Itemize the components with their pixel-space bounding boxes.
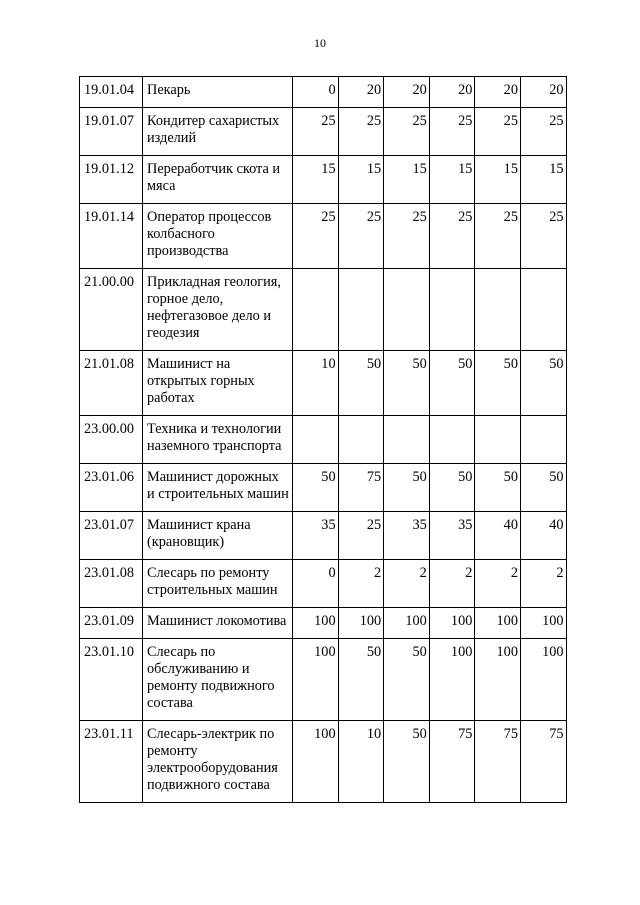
value-cell: 25 (338, 204, 384, 269)
profession-name-cell: Прикладная геология, горное дело, нефтегазовое дело и геодезия (143, 269, 293, 351)
profession-name-cell: Слесарь-электрик по ремонту электрооборудования подвижного состава (143, 721, 293, 803)
value-cell: 25 (338, 108, 384, 156)
profession-name-cell: Пекарь (143, 77, 293, 108)
value-cell: 50 (429, 351, 475, 416)
value-cell: 25 (384, 204, 430, 269)
value-cell: 25 (520, 204, 566, 269)
table-row (80, 351, 567, 416)
profession-code-cell: 23.00.00 (80, 416, 143, 464)
value-cell: 50 (384, 464, 430, 512)
table-row (80, 512, 567, 560)
value-cell: 50 (384, 721, 430, 803)
profession-code-cell: 19.01.12 (80, 156, 143, 204)
value-cell: 25 (475, 108, 521, 156)
value-cell (475, 269, 521, 351)
profession-name-cell: Кондитер сахаристых изделий (143, 108, 293, 156)
value-cell: 75 (338, 464, 384, 512)
value-cell: 100 (293, 639, 339, 721)
value-cell: 25 (338, 512, 384, 560)
value-cell: 35 (384, 512, 430, 560)
value-cell: 2 (520, 560, 566, 608)
table-row (80, 77, 567, 108)
value-cell (429, 416, 475, 464)
value-cell: 2 (475, 560, 521, 608)
value-cell (338, 269, 384, 351)
value-cell (520, 416, 566, 464)
value-cell: 100 (429, 608, 475, 639)
profession-name-cell: Слесарь по обслуживанию и ремонту подвижного состава (143, 639, 293, 721)
value-cell: 100 (475, 608, 521, 639)
value-cell: 10 (338, 721, 384, 803)
value-cell (293, 269, 339, 351)
value-cell: 100 (338, 608, 384, 639)
profession-name-cell: Машинист крана (крановщик) (143, 512, 293, 560)
value-cell: 35 (429, 512, 475, 560)
value-cell: 15 (475, 156, 521, 204)
profession-code-cell: 23.01.11 (80, 721, 143, 803)
value-cell: 50 (293, 464, 339, 512)
profession-name-cell: Слесарь по ремонту строительных машин (143, 560, 293, 608)
value-cell (293, 416, 339, 464)
profession-name-cell: Машинист дорожных и строительных машин (143, 464, 293, 512)
value-cell: 20 (520, 77, 566, 108)
table-row (80, 721, 567, 803)
table-row (80, 416, 567, 464)
value-cell: 15 (429, 156, 475, 204)
profession-code-cell: 19.01.14 (80, 204, 143, 269)
value-cell: 15 (293, 156, 339, 204)
value-cell: 15 (338, 156, 384, 204)
value-cell: 50 (384, 639, 430, 721)
table-row (80, 560, 567, 608)
value-cell: 75 (475, 721, 521, 803)
value-cell: 15 (384, 156, 430, 204)
value-cell: 100 (293, 608, 339, 639)
profession-code-cell: 19.01.07 (80, 108, 143, 156)
value-cell: 50 (475, 351, 521, 416)
value-cell: 100 (475, 639, 521, 721)
profession-name-cell: Машинист на открытых горных работах (143, 351, 293, 416)
value-cell (429, 269, 475, 351)
page-number: 10 (314, 36, 326, 50)
value-cell: 50 (429, 464, 475, 512)
table-row (80, 108, 567, 156)
value-cell: 75 (520, 721, 566, 803)
value-cell: 20 (475, 77, 521, 108)
table-row (80, 156, 567, 204)
value-cell: 0 (293, 560, 339, 608)
professions-table (79, 76, 567, 803)
value-cell: 25 (293, 204, 339, 269)
value-cell: 100 (520, 608, 566, 639)
profession-code-cell: 23.01.09 (80, 608, 143, 639)
value-cell: 15 (520, 156, 566, 204)
table-row (80, 608, 567, 639)
profession-code-cell: 19.01.04 (80, 77, 143, 108)
value-cell: 25 (475, 204, 521, 269)
value-cell (384, 416, 430, 464)
table-row (80, 269, 567, 351)
value-cell: 25 (520, 108, 566, 156)
value-cell: 0 (293, 77, 339, 108)
value-cell: 2 (384, 560, 430, 608)
profession-code-cell: 23.01.08 (80, 560, 143, 608)
profession-name-cell: Переработчик скота и мяса (143, 156, 293, 204)
value-cell: 50 (384, 351, 430, 416)
value-cell: 50 (520, 351, 566, 416)
value-cell: 25 (384, 108, 430, 156)
profession-code-cell: 21.01.08 (80, 351, 143, 416)
table-row (80, 464, 567, 512)
value-cell (338, 416, 384, 464)
value-cell: 50 (520, 464, 566, 512)
value-cell: 25 (293, 108, 339, 156)
profession-name-cell: Оператор процессов колбасного производства (143, 204, 293, 269)
value-cell: 100 (429, 639, 475, 721)
profession-code-cell: 23.01.06 (80, 464, 143, 512)
value-cell: 25 (429, 204, 475, 269)
profession-name-cell: Машинист локомотива (143, 608, 293, 639)
value-cell (384, 269, 430, 351)
value-cell: 2 (338, 560, 384, 608)
value-cell (520, 269, 566, 351)
value-cell: 100 (520, 639, 566, 721)
value-cell: 100 (384, 608, 430, 639)
value-cell: 50 (475, 464, 521, 512)
value-cell: 50 (338, 639, 384, 721)
value-cell: 100 (293, 721, 339, 803)
value-cell: 40 (475, 512, 521, 560)
table-body (80, 77, 567, 803)
value-cell: 40 (520, 512, 566, 560)
value-cell: 20 (384, 77, 430, 108)
table-row (80, 639, 567, 721)
value-cell: 10 (293, 351, 339, 416)
value-cell: 2 (429, 560, 475, 608)
value-cell: 35 (293, 512, 339, 560)
value-cell: 50 (338, 351, 384, 416)
profession-code-cell: 21.00.00 (80, 269, 143, 351)
value-cell: 20 (429, 77, 475, 108)
profession-code-cell: 23.01.10 (80, 639, 143, 721)
profession-name-cell: Техника и технологии наземного транспорта (143, 416, 293, 464)
value-cell: 25 (429, 108, 475, 156)
value-cell: 20 (338, 77, 384, 108)
table-row (80, 204, 567, 269)
value-cell: 75 (429, 721, 475, 803)
profession-code-cell: 23.01.07 (80, 512, 143, 560)
value-cell (475, 416, 521, 464)
